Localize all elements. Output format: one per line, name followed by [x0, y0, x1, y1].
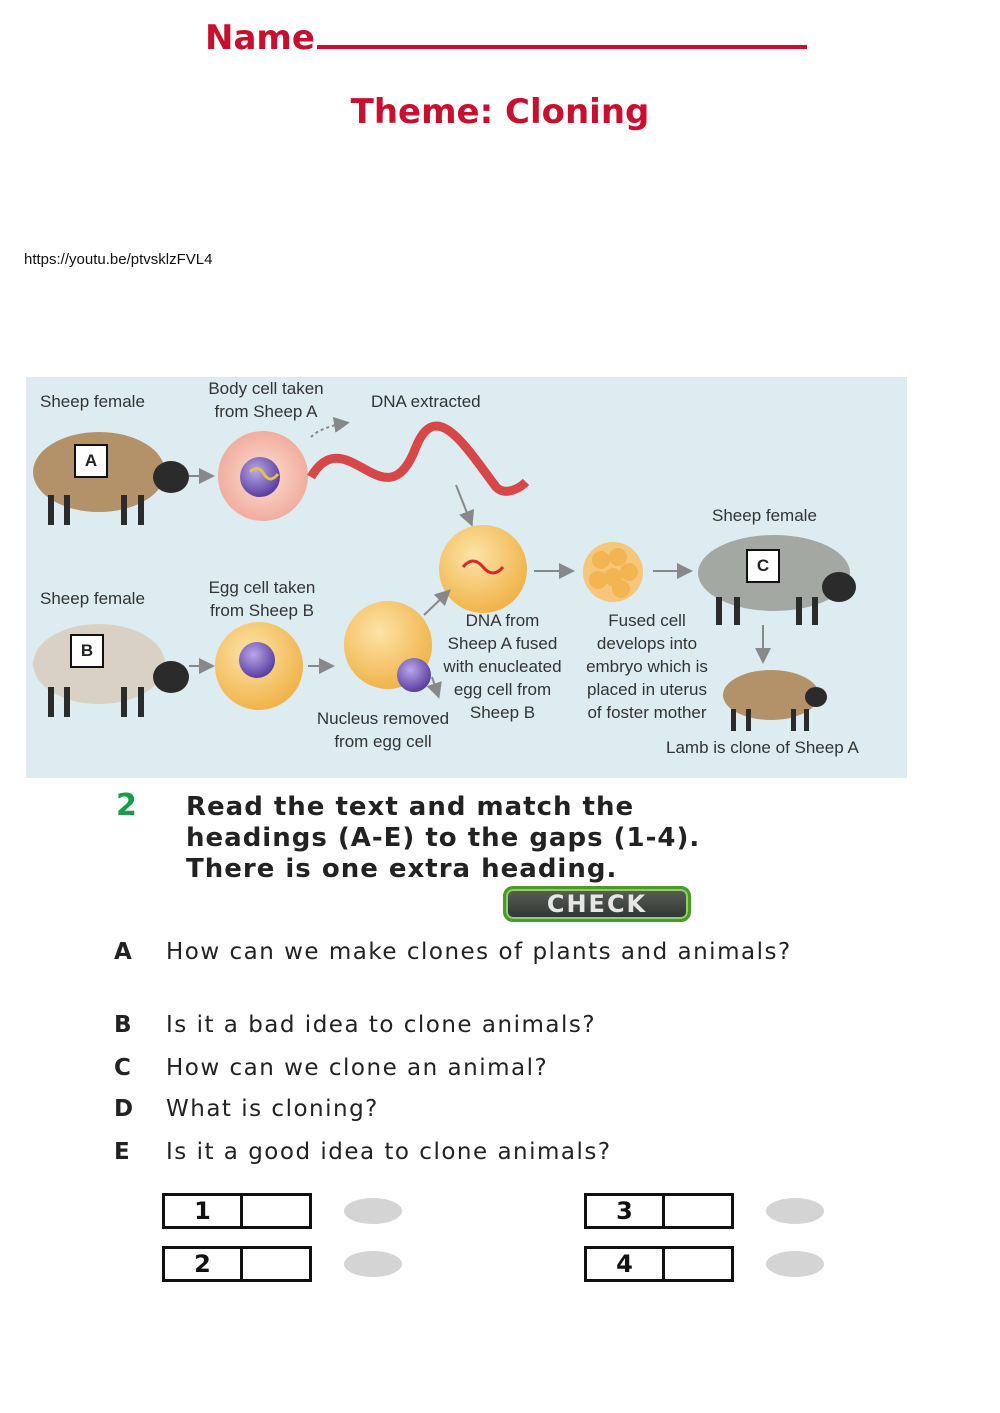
- sheep-b-label: Sheep female: [40, 589, 145, 608]
- answer-drop-slot[interactable]: [665, 1196, 731, 1226]
- heading-letter: C: [114, 1055, 133, 1081]
- lamb-label: Lamb is clone of Sheep A: [666, 738, 859, 757]
- heading-text: How can we clone an animal?: [166, 1055, 549, 1081]
- dna-ribbon-icon: [311, 426, 526, 491]
- answer-box-2: [162, 1246, 312, 1282]
- nucleus-removed-label: Nucleus removed from egg cell: [316, 709, 450, 751]
- body-cell-icon: [218, 431, 308, 521]
- enucleated-egg-icon: [344, 601, 432, 692]
- cloning-diagram: [26, 377, 907, 778]
- sheep-c-label: Sheep female: [712, 506, 817, 525]
- sheep-a-icon: [33, 432, 189, 525]
- sheep-a-box: A: [74, 444, 108, 478]
- lamb-icon: [723, 670, 827, 731]
- answer-result-indicator: [766, 1251, 824, 1277]
- body-cell-label: Body cell taken from Sheep A: [208, 379, 324, 421]
- answer-result-indicator: [766, 1198, 824, 1224]
- page-title: Theme: Cloning: [350, 92, 650, 132]
- egg-cell-icon: [215, 622, 303, 710]
- answer-number: 1: [165, 1196, 243, 1226]
- task-instruction: Read the text and match the headings (A-E) to the gaps (1-4). There is one extra heading.: [186, 792, 701, 884]
- sheep-b-box: B: [70, 634, 104, 668]
- answer-drop-slot[interactable]: [243, 1249, 309, 1279]
- sheep-a-label: Sheep female: [40, 392, 145, 411]
- answer-box-1: [162, 1193, 312, 1229]
- answer-number: 2: [165, 1249, 243, 1279]
- heading-letter: B: [114, 1012, 134, 1038]
- heading-text: Is it a good idea to clone animals?: [166, 1139, 612, 1165]
- fused-cell-label: Fused cell develops into embryo which is placed in uterus of foster mother: [586, 611, 708, 722]
- task-number: 2: [116, 788, 137, 823]
- answer-box-4: [584, 1246, 734, 1282]
- answer-result-indicator: [344, 1198, 402, 1224]
- name-underline[interactable]: [317, 19, 807, 49]
- name-field: [205, 18, 807, 58]
- check-button[interactable]: CHECK: [503, 886, 691, 922]
- answer-drop-slot[interactable]: [665, 1249, 731, 1279]
- heading-text: What is cloning?: [166, 1096, 379, 1122]
- heading-letter: E: [114, 1139, 132, 1165]
- fused-cell-icon: [439, 525, 527, 613]
- dna-fused-label: DNA from Sheep A fused with enucleated egg cell from Sheep B: [443, 611, 562, 722]
- answer-number: 4: [587, 1249, 665, 1279]
- video-link[interactable]: https://youtu.be/ptvsklzFVL4: [24, 251, 213, 268]
- sheep-b-icon: [33, 624, 189, 717]
- name-label: Name: [205, 18, 315, 58]
- embryo-icon: [583, 542, 643, 602]
- answer-box-3: [584, 1193, 734, 1229]
- sheep-c-box: C: [746, 549, 780, 583]
- heading-text: Is it a bad idea to clone animals?: [166, 1012, 597, 1038]
- answer-drop-slot[interactable]: [243, 1196, 309, 1226]
- heading-letter: A: [114, 939, 134, 965]
- heading-text: How can we make clones of plants and animals?: [166, 939, 792, 965]
- answer-result-indicator: [344, 1251, 402, 1277]
- dna-extracted-label: DNA extracted: [371, 392, 481, 411]
- egg-cell-label: Egg cell taken from Sheep B: [208, 578, 316, 620]
- heading-letter: D: [114, 1096, 135, 1122]
- answer-number: 3: [587, 1196, 665, 1226]
